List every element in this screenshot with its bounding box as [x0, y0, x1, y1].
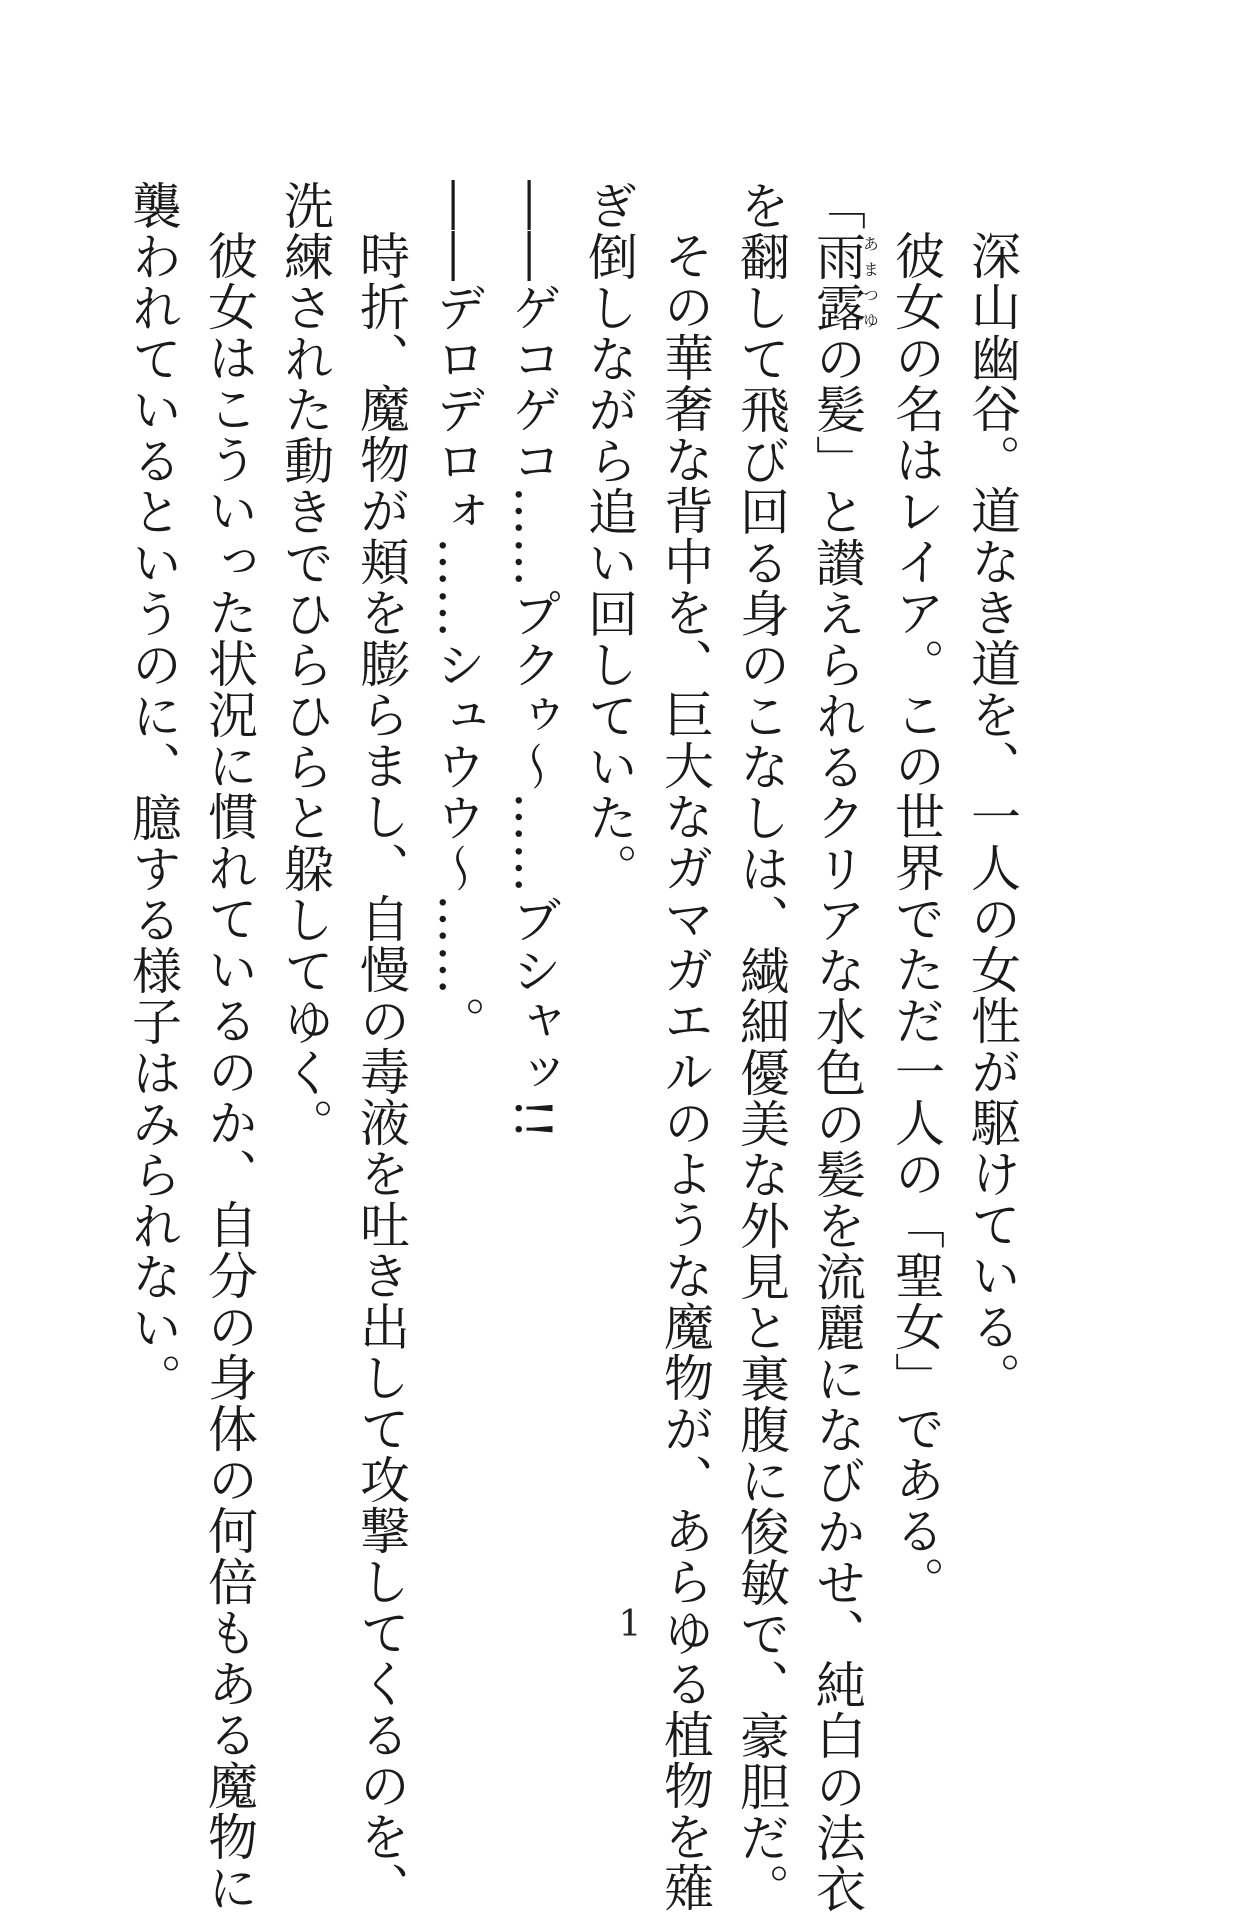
ruby-reading: あまつゆ	[860, 231, 880, 333]
text-line-3	[799, 180, 880, 1914]
quote-open: 「	[808, 180, 866, 231]
text-line-9: 時折、魔物が頬を膨らまし、自慢の毒液を吐き出して攻撃してくるのを、	[352, 230, 410, 1913]
text-line-10: 洗練された動きでひらひらと躱してゆく。	[276, 180, 334, 1149]
text-line-6: ぎ倒しながら追い回していた。	[580, 180, 638, 894]
text-line-5: その華奢な背中を、巨大なガマガエルのような魔物が、あらゆる植物を薙	[656, 230, 714, 1913]
text-line-7: ――ゲコゲコ……プクゥ～……ブシャッ!!	[504, 180, 562, 1141]
text-line-4: を翻して飛び回る身のこなしは、繊細優美な外見と裏腹に俊敏で、豪胆だ。	[732, 180, 790, 1914]
furigana-word	[808, 231, 880, 333]
page-number: 1	[618, 1604, 642, 1645]
text-line-8: ――デロデロォ……シュウウ～……。	[428, 180, 486, 1047]
text-line-12: 襲われているというのに、臆する様子はみられない。	[124, 180, 182, 1404]
ruby-base: 雨露	[808, 231, 866, 333]
text-line-11: 彼女はこういった状況に慣れているのか、自分の身体の何倍もある魔物に	[200, 230, 258, 1913]
line-3-rest: の髪」と讃えられるクリアな水色の髪を流麗になびかせ、純白の法衣	[808, 333, 866, 1914]
text-line-2: 彼女の名はレイア。この世界でただ一人の「聖女」である。	[887, 230, 945, 1607]
vertical-text-body	[115, 180, 1030, 1914]
text-line-1: 深山幽谷。道なき道を、一人の女性が駆けている。	[963, 230, 1021, 1403]
